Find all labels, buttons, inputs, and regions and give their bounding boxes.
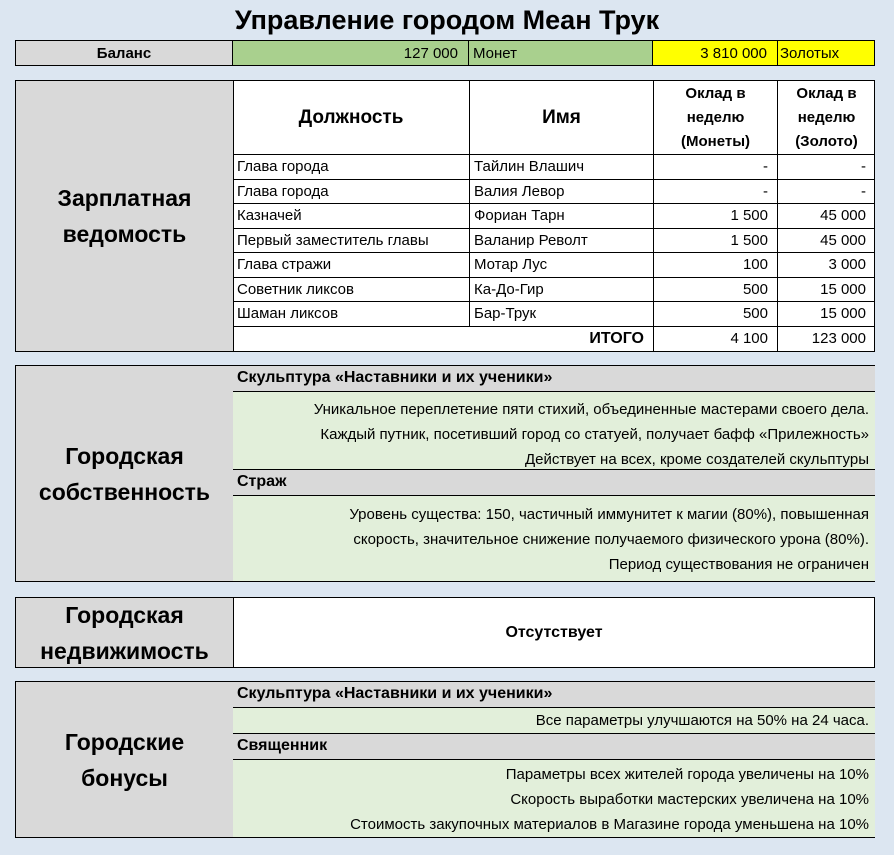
realty-label-line1: Городская xyxy=(65,601,184,628)
total-coins[interactable]: 4 100 xyxy=(653,326,777,351)
bonuses-label-line1: Городские xyxy=(64,728,185,755)
row-salary-coins[interactable]: 100 xyxy=(653,253,777,278)
row-salary-gold[interactable]: - xyxy=(777,155,875,180)
row-position: Казначей xyxy=(233,204,469,229)
page-title: Управление городом Меан Трук xyxy=(234,5,660,35)
row-salary-coins[interactable]: 500 xyxy=(653,278,777,303)
header-coins: Оклад в неделю (Монеты) xyxy=(653,81,777,155)
balance-coins-value[interactable]: 127 000 xyxy=(232,40,469,66)
balance-gold-unit: Золотых xyxy=(777,40,875,66)
balance-coins-unit: Монет xyxy=(468,40,653,66)
balance-label: Баланс xyxy=(15,40,233,66)
row-salary-coins[interactable]: - xyxy=(653,155,777,180)
bonuses-section-label xyxy=(16,682,234,837)
row-name: Тайлин Влашич xyxy=(469,155,653,180)
row-salary-coins[interactable]: 1 500 xyxy=(653,204,777,229)
property-label-line1: Городская xyxy=(65,442,184,469)
payroll-label-line1: Зарплатная xyxy=(57,185,192,211)
row-position: Глава города xyxy=(233,155,469,180)
header-gold: Оклад в неделю (Золото) xyxy=(777,81,875,155)
row-salary-coins[interactable]: 500 xyxy=(653,302,777,327)
bonus-item-description: Параметры всех жителей города увеличены на 10% Скорость выработки мастерских увеличена на 10% Стоимость закупочных материалов в Магазине города уменьшена на 10% xyxy=(233,760,875,837)
row-name: Фориан Тарн xyxy=(469,204,653,229)
property-item-title: Страж xyxy=(233,470,875,496)
realty-label-line2: недвижимость xyxy=(40,637,209,664)
bonuses-label-line2: бонусы xyxy=(81,764,168,791)
row-salary-gold[interactable]: - xyxy=(777,180,875,205)
row-position: Первый заместитель главы xyxy=(233,229,469,254)
bonus-item-title: Скульптура «Наставники и их ученики» xyxy=(233,682,875,708)
row-salary-coins[interactable]: 1 500 xyxy=(653,229,777,254)
bonuses-section xyxy=(15,681,875,838)
property-section-label xyxy=(16,366,234,581)
row-position: Шаман ликсов xyxy=(233,302,469,327)
row-name: Валия Левор xyxy=(469,180,653,205)
row-salary-gold[interactable]: 15 000 xyxy=(777,302,875,327)
realty-value: Отсутствует xyxy=(505,623,603,641)
bonus-item-description: Все параметры улучшаются на 50% на 24 часа. xyxy=(233,708,875,734)
bonus-item-title: Священник xyxy=(233,734,875,760)
row-position: Советник ликсов xyxy=(233,278,469,303)
header-position: Должность xyxy=(233,81,469,155)
row-salary-gold[interactable]: 3 000 xyxy=(777,253,875,278)
row-position: Глава города xyxy=(233,180,469,205)
realty-section xyxy=(15,597,875,668)
row-name: Валанир Револт xyxy=(469,229,653,254)
payroll-section xyxy=(15,80,875,352)
property-item-description: Уровень существа: 150, частичный иммунитет к магии (80%), повышенная скорость, значительное снижение получаемого физического урона (80%). Период существования не ограничен xyxy=(233,496,875,581)
realty-section-label xyxy=(16,598,234,667)
row-name: Мотар Лус xyxy=(469,253,653,278)
payroll-label-line2: ведомость xyxy=(62,221,187,247)
total-label: ИТОГО xyxy=(589,330,644,347)
payroll-section-label xyxy=(16,81,234,351)
row-salary-gold[interactable]: 15 000 xyxy=(777,278,875,303)
balance-gold-value[interactable]: 3 810 000 xyxy=(652,40,778,66)
total-gold[interactable]: 123 000 xyxy=(777,326,875,351)
property-label-line2: собственность xyxy=(38,478,211,505)
header-name: Имя xyxy=(469,81,653,155)
row-name: Ка-До-Гир xyxy=(469,278,653,303)
row-salary-gold[interactable]: 45 000 xyxy=(777,229,875,254)
row-salary-gold[interactable]: 45 000 xyxy=(777,204,875,229)
row-name: Бар-Трук xyxy=(469,302,653,327)
row-salary-coins[interactable]: - xyxy=(653,180,777,205)
property-section xyxy=(15,365,875,582)
property-item-title: Скульптура «Наставники и их ученики» xyxy=(233,366,875,392)
property-item-description: Уникальное переплетение пяти стихий, объединенные мастерами своего дела. Каждый путник, посетивший город со статуей, получает бафф «Прилежность» Действует на всех, кроме создателей скульптуры xyxy=(233,392,875,470)
row-position: Глава стражи xyxy=(233,253,469,278)
